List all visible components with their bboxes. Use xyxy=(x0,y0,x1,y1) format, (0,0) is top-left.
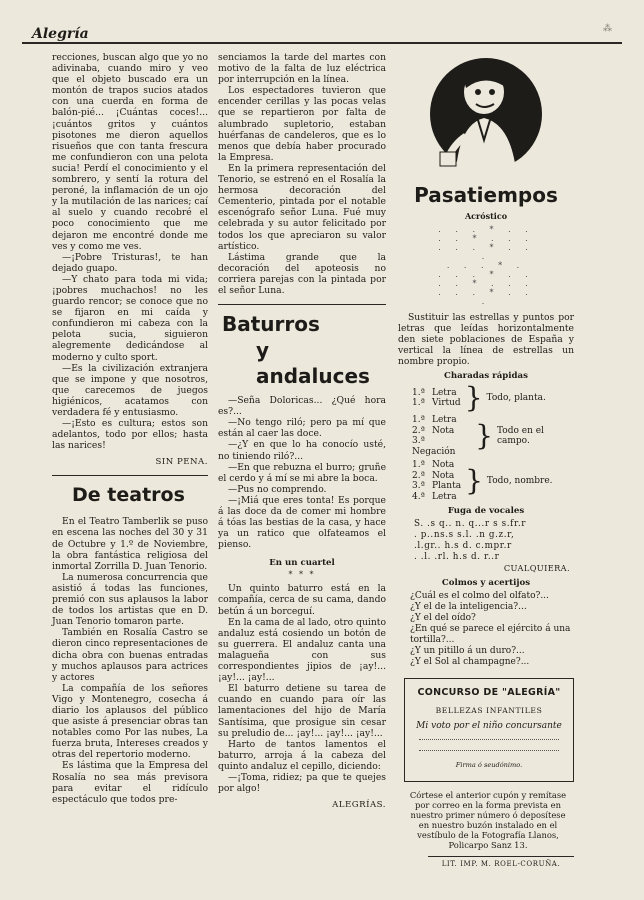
charadas-label: Charadas rápidas xyxy=(444,371,528,382)
title-line-1: Baturros xyxy=(222,312,320,337)
contest-coupon xyxy=(404,678,574,782)
acrostico-row: . . * . . . xyxy=(438,234,534,243)
cuartel-paragraph: —¡Toma, ridiez; pa que te quejes por algo! xyxy=(218,771,386,795)
corner-mark: ⁂ xyxy=(603,24,612,34)
masthead-rule xyxy=(22,42,622,44)
acrostico-row: . . . * . . . xyxy=(438,243,534,261)
charada-answer: Todo, planta. xyxy=(486,393,546,404)
riddle: ¿Cuál es el colmo del olfato?... xyxy=(410,591,549,602)
charada: 1.ª Letra 2.ª Nota 3.ªNegación } Todo en el campo. xyxy=(412,415,574,457)
column-right xyxy=(398,52,574,868)
dialog-line: —¡Miá que eres tonta! Es porque á las doce da de comer mi hombre á tóas las bestias de la casa, y hace ya un ratico que olfateamos el pienso. xyxy=(218,494,386,551)
fuga-puzzle xyxy=(398,519,574,574)
article-paragraph: —Es la civilización extranjera que se impone y que nosotros, que carecemos de juegos higiénicos, acatamos con verdadera fé y entusiasmo. xyxy=(52,362,208,418)
coupon-vote-label: Mi voto por el niño concursante xyxy=(416,721,562,732)
cuartel-paragraph: Harto de tantos lamentos el baturro, arroja á la cabeza del quinto andaluz el cepillo, diciendo: xyxy=(218,738,386,772)
acrostico-row: . . . * . . . xyxy=(438,288,534,306)
brace: } xyxy=(475,419,493,453)
charada: 1.ª Nota 2.ª Nota 3.ª Planta 4.ª Letra } Todo, nombre. xyxy=(412,460,553,502)
riddle: ¿Y el de la inteligencia?... xyxy=(410,602,527,613)
fuga-signature: CUALQUIERA. xyxy=(503,563,570,574)
teatros-paragraph: También en Rosalía Castro se dieron cinco representaciones de dicha obra con buenas entradas y muchos aplausos para actrices y actores xyxy=(52,627,208,683)
asterism: * * * xyxy=(288,570,316,580)
dialog-line: —¿Y en que lo ha conocío usté, no tiniendo riló?... xyxy=(218,439,386,462)
article-paragraph: recciones, buscan algo que yo no adivinaba, cuando miro y veo que el objeto buscado era un montón de trapos sucios atados con una cuerda en forma de balón-pié... ¡Cuántas coces!... ¡cuántos gritos y cuántos pisotones me dieron aquellos risueños que con tanta frescura me confundieron con una pelota sucia! Perdí el conocimiento y el sombrero, y sentí la rotura del peroné, la inflamación de un ojo y la mutilación de las narices; caí al suelo y cuando recobré el poco conocimiento que me dejaron me encontré donde me ves y como me ves. xyxy=(52,52,208,252)
cuartel-paragraph: En la cama de al lado, otro quinto andaluz está cosiendo un botón de su guerrera. El andaluz canta una malagueña con sus correspondientes jipios de ¡ay!... ¡ay!... ¡ay!... xyxy=(218,616,386,684)
article-paragraph: —Y chato para toda mi vida; ¡pobres muchachos! no les guardo rencor; se conoce que no se fijaron en mi caída y confundieron mi cabeza con la pelota sucia, siguieron alegremente dedicándose al moderno y culto sport. xyxy=(52,273,208,363)
charada: 1.ª Letra 1.ª Virtud } Todo, planta. xyxy=(412,381,546,415)
fuga-line: . .l. .rl. h.s d. r..r xyxy=(414,552,500,563)
coupon-subtitle: BELLEZAS INFANTILES xyxy=(435,706,543,716)
fuga-line: S. .s q.. n. q...r s s.fr.r xyxy=(414,519,527,530)
article-paragraph: —¡Esto es cultura; estos son adelantos, todo por ellos; hasta las narices! xyxy=(52,418,208,452)
cuartel-paragraph: Un quinto baturro está en la compañía, cerca de su cama, dando betún á un borceguí. xyxy=(218,583,386,617)
riddle: ¿Y el del oído? xyxy=(410,613,476,624)
title-line-2: y andaluces xyxy=(256,338,370,389)
coupon-signature-label: Firma ó seudónimo. xyxy=(455,761,523,770)
teatros-continuation: En la primera representación del Tenorio, se estrenó en el Rosalía la hermosa decoración del Cementerio, pintada por el notable escenógrafo señor Luna. Fué muy celebrada y su autor felicitado por todos los que apreciaron su valor artístico. xyxy=(218,162,386,252)
riddle: ¿Y el Sol al champagne?... xyxy=(410,657,530,668)
teatros-paragraph: En el Teatro Tamberlik se puso en escena las noches del 30 y 31 de Octubre y 1.º de Noviembre, la obra fantástica religiosa del inmortal Zorrilla D. Juan Tenorio. xyxy=(52,516,208,572)
article-paragraph: —¡Pobre Tristuras!, te han dejado guapo. xyxy=(52,251,208,274)
acrostico-instructions: Sustituir las estrellas y puntos por letras que leídas horizontalmente den siete poblaciones de España y vertical la línea de estrellas un nombre propio. xyxy=(398,312,574,368)
acrostico-row: . . . * . . xyxy=(438,225,534,234)
section-title-teatros: De teatros xyxy=(72,484,185,507)
acrostico-row: . . . * . . xyxy=(438,270,534,279)
teatros-continuation: senciamos la tarde del martes con motivo de la falta de luz eléctrica por interrupción en la línea. xyxy=(218,52,386,86)
acrostico-row: . . * . . . xyxy=(438,279,534,288)
riddle: ¿Y un pitillo á un duro?... xyxy=(410,646,525,657)
teatros-continuation: Los espectadores tuvieron que encender cerillas y las pocas velas que se repartieron por falta de alumbrado supletorio, estaban huérfanas de candeleros, que es lo menos que debía haber procurado la Empresa. xyxy=(218,85,386,163)
coupon-instructions: Córtese el anterior cupón y remítase por correo en la forma prevista en nuestro primer número ó deposítese en nuestro buzón instalado en el vestíbulo de la Fotografía Llanos, Policarpo Sanz 13. xyxy=(409,790,567,851)
coupon-write-line[interactable] xyxy=(419,750,559,757)
fuga-label: Fuga de vocales xyxy=(447,506,525,517)
article-signature: ALEGRÍAS. xyxy=(332,800,386,811)
teatros-continuation: Lástima grande que la decoración del apoteosis no corriera parejas con la pintada por el señor Luna. xyxy=(218,251,386,296)
fuga-line: .l.gr.. h.s d. c.mpr.r xyxy=(414,541,512,552)
publication-title: Alegría xyxy=(32,26,89,42)
coupon-write-line[interactable] xyxy=(419,739,559,746)
teatros-paragraph: La numerosa concurrencia que asistió á todas las funciones, premió con sus aplausos la labor de todos los artistas que en D. Juan Tenorio tomaron parte. xyxy=(52,571,208,628)
riddle: ¿En qué se parece el ejército á una tortilla?... xyxy=(410,624,571,646)
brace: } xyxy=(464,381,483,415)
section-title-baturros xyxy=(218,311,386,389)
fuga-line: . p..ns.s s.l. .n g.z.r, xyxy=(414,530,515,541)
section-divider xyxy=(218,304,386,305)
acrostico-label: Acróstico xyxy=(464,211,508,221)
section-title-pasatiempos: Pasatiempos xyxy=(414,183,558,207)
coupon-title: CONCURSO DE "ALEGRÍA" xyxy=(417,687,561,699)
dialog-line: —No tengo riló; pero pa mí que están al caer las doce. xyxy=(218,417,386,440)
dialog-line: —Pus no comprendo. xyxy=(228,483,327,495)
masthead xyxy=(22,22,622,46)
acrostico-row: . . . * . xyxy=(446,261,526,270)
section-divider xyxy=(52,475,208,476)
teatros-paragraph: Es lástima que la Empresa del Rosalía no sea más previsora para evitar el ridículo espectáculo que todos pre- xyxy=(52,760,208,805)
printer-credit: LIT. IMP. M. ROEL-CORUÑA. xyxy=(428,856,574,868)
colmos-label: Colmos y acertijos xyxy=(441,578,531,589)
acrostico-grid xyxy=(431,225,541,306)
column-middle xyxy=(218,52,386,810)
article-signature: SIN PENA. xyxy=(155,457,208,468)
cuartel-paragraph: El baturro detiene su tarea de cuando en cuando para oír las lamentaciones del hijo de María Santísima, que prosigue sin cesar su preludio de... ¡ay!... ¡ay!... ¡ay!... xyxy=(218,683,386,739)
subsection-heading: En un cuartel xyxy=(269,558,335,569)
dialog-line: —Seña Doloricas... ¿Qué hora es?... xyxy=(218,395,386,418)
column-left xyxy=(52,52,208,805)
charada-answer: Todo en el campo. xyxy=(496,426,544,447)
cartoon-illustration xyxy=(426,52,546,177)
brace: } xyxy=(465,464,483,498)
charada-answer: Todo, nombre. xyxy=(486,476,553,487)
dialog-line: —En que rebuzna el burro; gruñe el cerdo y á mí se mi abre la boca. xyxy=(218,461,386,484)
teatros-paragraph: La compañía de los señores Vigo y Montenegro, cosecha á diario los aplausos del público que asiste á presenciar obras tan notables como Por las nubes, La fuerza bruta, Intereses creados y otras del repertorio moderno. xyxy=(52,682,208,761)
